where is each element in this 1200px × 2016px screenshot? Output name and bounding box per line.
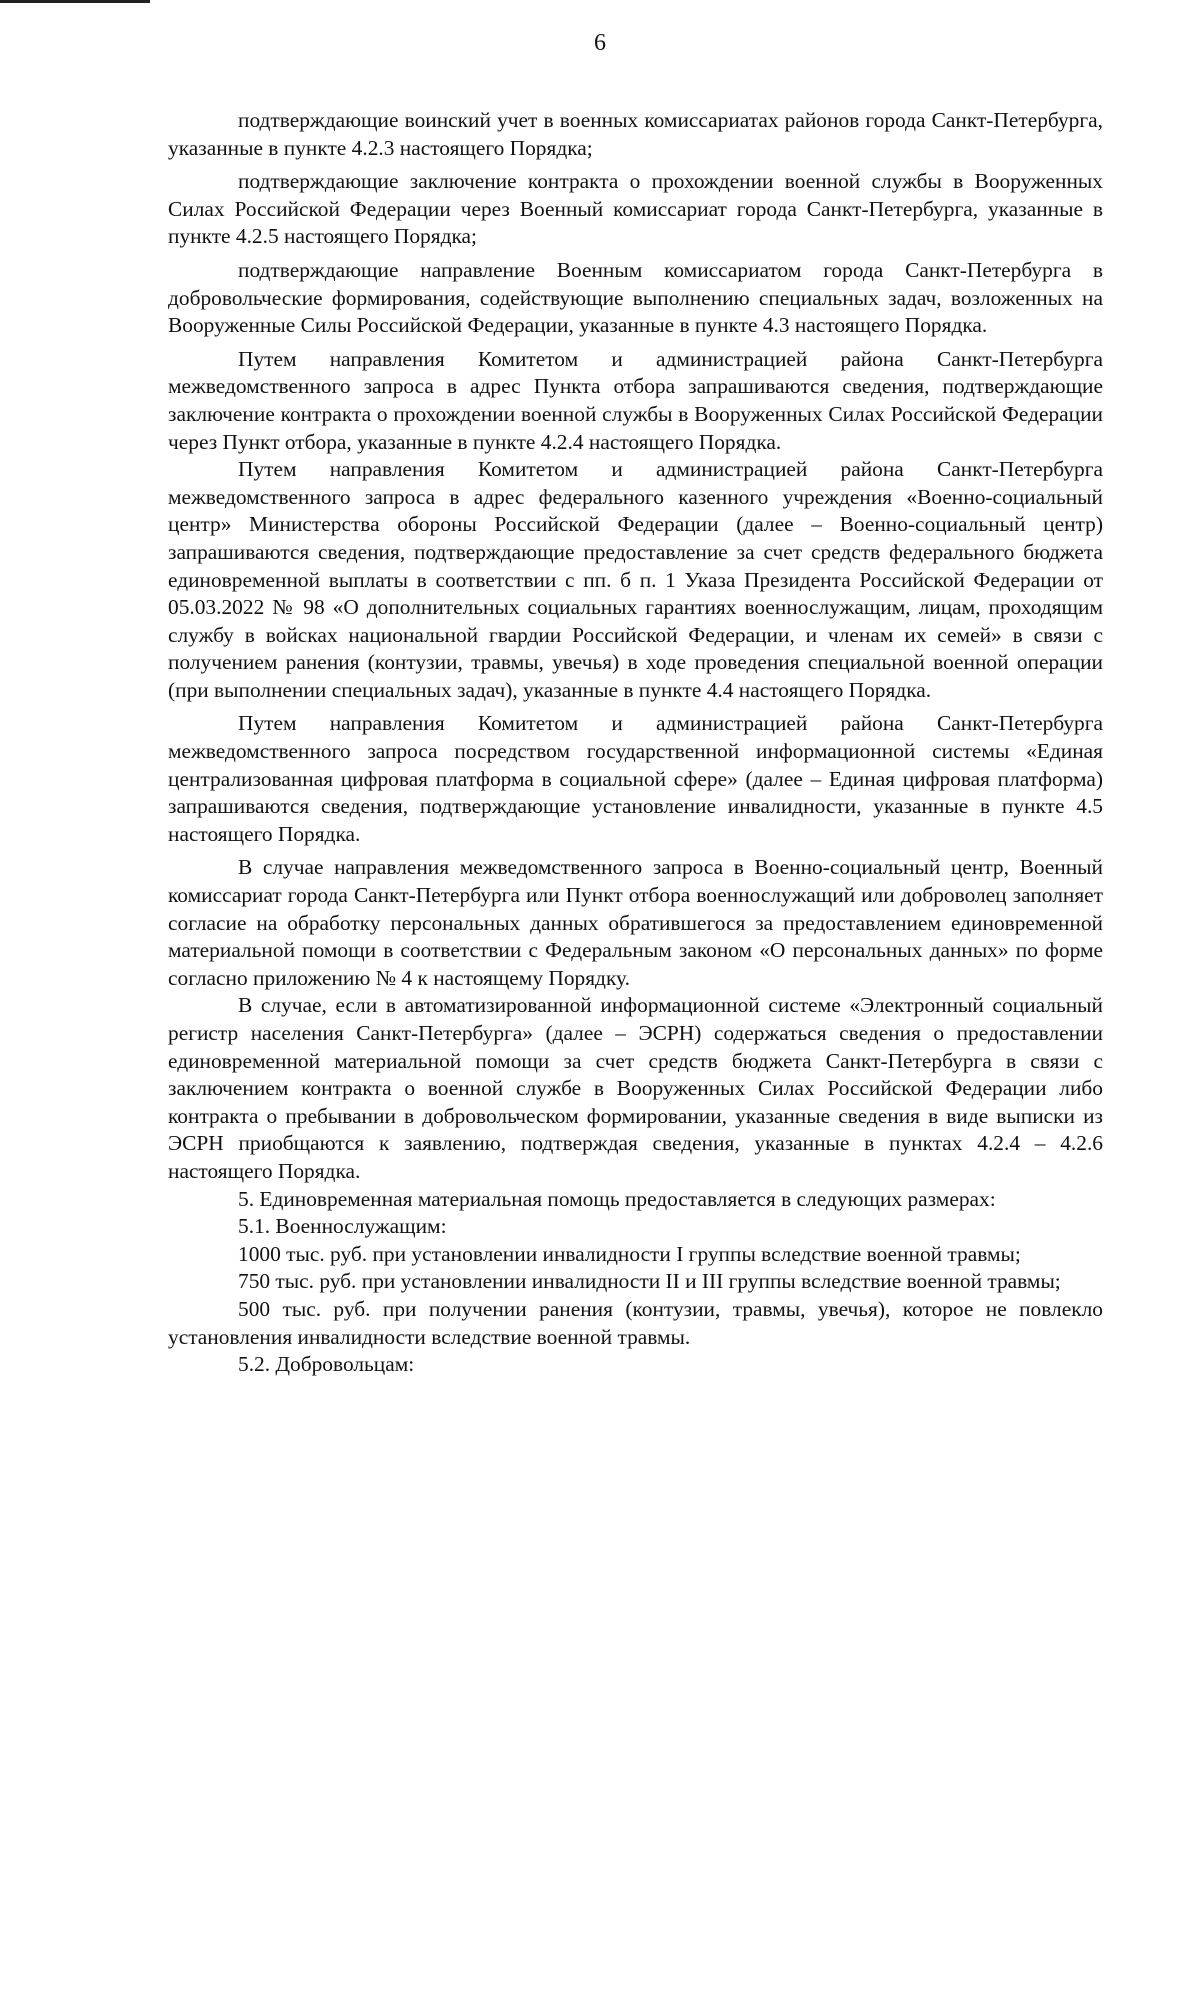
paragraph: подтверждающие направление Военным комиссариатом города Санкт-Петербурга в добровольческие формирования, содействующие выполнению специальных задач, возложенных на Вооруженные Силы Российской Федерации, указанные в пункте 4.3 настоящего Порядка.	[168, 257, 1103, 338]
paragraph: Путем направления Комитетом и администрацией района Санкт-Петербурга межведомственного запроса в адрес федерального казенного учреждения «Военно-социальный центр» Министерства обороны Российской Федерации (далее – Военно-социальный центр) запрашиваются сведения, подтверждающие предоставление за счет средств федерального бюджета единовременной выплаты в соответствии с пп. б п. 1 Указа Президента Российской Федерации от 05.03.2022 № 98 «О дополнительных социальных гарантиях военнослужащим, лицам, проходящим службу в войсках национальной гвардии Российской Федерации, и членам их семей» в связи с получением ранения (контузии, травмы, увечья) в ходе проведения специальной военной операции (при выполнении специальных задач), указанные в пункте 4.4 настоящего Порядка.	[168, 457, 1103, 702]
paragraph: 5.1. Военнослужащим:	[238, 1214, 447, 1239]
paragraph: подтверждающие заключение контракта о прохождении военной службы в Вооруженных Силах Российской Федерации через Военный комиссариат города Санкт-Петербурга, указанные в пункте 4.2.5 настоящего Порядка;	[168, 169, 1103, 249]
paragraph: 5. Единовременная материальная помощь предоставляется в следующих размерах:	[238, 1186, 996, 1211]
document-body	[168, 107, 1103, 1379]
paragraph: 750 тыс. руб. при установлении инвалидности II и III группы вследствие военной травмы;	[238, 1269, 1061, 1294]
paragraph: Путем направления Комитетом и администрацией района Санкт-Петербурга межведомственного запроса посредством государственной информационной системы «Единая централизованная цифровая платформа в социальной сфере» (далее – Единая цифровая платформа) запрашиваются сведения, подтверждающие установление инвалидности, указанные в пункте 4.5 настоящего Порядка.	[168, 711, 1103, 846]
paragraph: Путем направления Комитетом и администрацией района Санкт-Петербурга межведомственного запроса в адрес Пункта отбора запрашиваются сведения, подтверждающие заключение контракта о прохождении военной службы в Вооруженных Силах Российской Федерации через Пункт отбора, указанные в пункте 4.2.4 настоящего Порядка.	[168, 346, 1103, 454]
scan-edge-line	[0, 0, 150, 3]
paragraph: 500 тыс. руб. при получении ранения (контузии, травмы, увечья), которое не повлекло установления инвалидности вследствие военной травмы.	[168, 1296, 1103, 1349]
paragraph: В случае, если в автоматизированной информационной системе «Электронный социальный регистр населения Санкт-Петербурга» (далее – ЭСРН) содержаться сведения о предоставлении единовременной материальной помощи за счет средств бюджета Санкт-Петербурга в связи с заключением контракта о военной службе в Вооруженных Силах Российской Федерации либо контракта о пребывании в добровольческом формировании, указанные сведения в виде выписки из ЭСРН приобщаются к заявлению, подтверждая сведения, указанные в пунктах 4.2.4 – 4.2.6 настоящего Порядка.	[168, 993, 1103, 1183]
page-number: 6	[594, 30, 606, 56]
paragraph: подтверждающие воинский учет в военных комиссариатах районов города Санкт-Петербурга, указанные в пункте 4.2.3 настоящего Порядка;	[168, 108, 1103, 160]
paragraph: 1000 тыс. руб. при установлении инвалидности I группы вследствие военной травмы;	[238, 1241, 1021, 1266]
paragraph: 5.2. Добровольцам:	[238, 1352, 415, 1377]
paragraph: В случае направления межведомственного запроса в Военно-социальный центр, Военный комиссариат города Санкт-Петербурга или Пункт отбора военнослужащий или доброволец заполняет согласие на обработку персональных данных обратившегося за предоставлением единовременной материальной помощи в соответствии с Федеральным законом «О персональных данных» по форме согласно приложению № 4 к настоящему Порядку.	[168, 855, 1103, 990]
